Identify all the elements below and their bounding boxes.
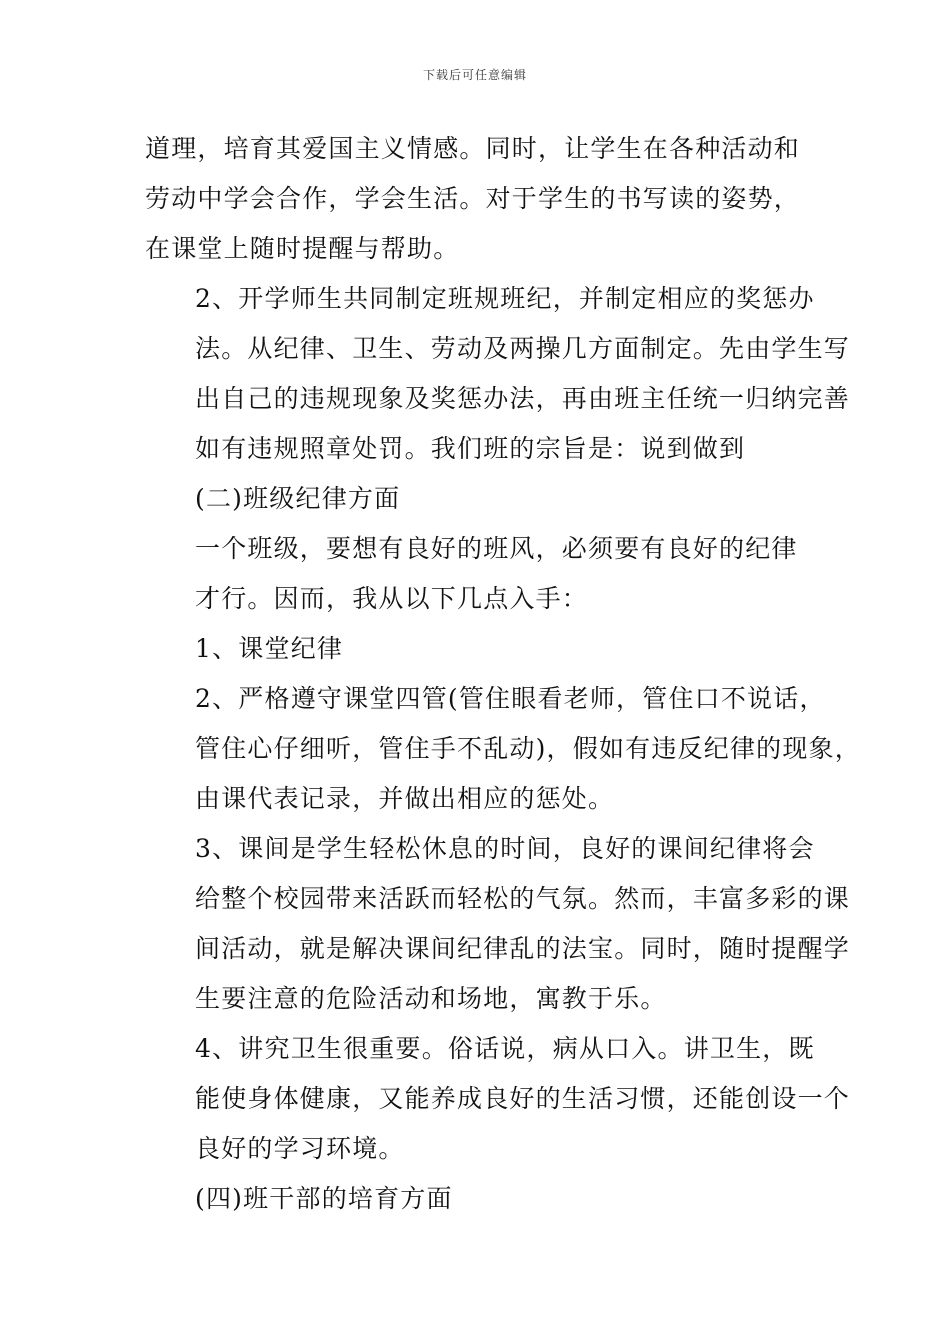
paragraph [145, 824, 851, 1024]
text-line: 法。从纪律、卫生、劳动及两操几方面制定。先由学生写 [195, 334, 851, 363]
paragraph [145, 474, 810, 524]
text-line: 良好的学习环境。 [195, 1134, 405, 1163]
text-line: 道理，培育其爱国主义情感。同时，让学生在各种活动和 [145, 134, 801, 163]
paragraph [145, 1024, 851, 1174]
text-line: 才行。因而，我从以下几点入手： [195, 584, 589, 613]
paragraph [145, 274, 851, 474]
paragraph [145, 1174, 810, 1224]
paragraph [145, 624, 810, 674]
text-line: (二)班级纪律方面 [195, 484, 401, 513]
paragraph [145, 524, 810, 624]
text-line: 管住心仔细听，管住手不乱动)，假如有违反纪律的现象， [195, 734, 861, 763]
text-line: 劳动中学会合作，学会生活。对于学生的书写读的姿势， [145, 184, 801, 213]
paragraph [145, 124, 810, 274]
text-line: 如有违规照章处罚。我们班的宗旨是：说到做到 [195, 434, 746, 463]
text-line: 2、开学师生共同制定班规班纪，并制定相应的奖惩办 [195, 284, 815, 313]
text-line: 给整个校园带来活跃而轻松的气氛。然而，丰富多彩的课 [195, 884, 851, 913]
text-line: 4、讲究卫生很重要。俗话说，病从口入。讲卫生，既 [195, 1034, 815, 1063]
text-line: 生要注意的危险活动和场地，寓教于乐。 [195, 984, 667, 1013]
text-line: 能使身体健康，又能养成良好的生活习惯，还能创设一个 [195, 1084, 851, 1113]
text-line: 1、课堂纪律 [195, 634, 344, 663]
paragraph [145, 674, 861, 824]
text-line: (四)班干部的培育方面 [195, 1184, 453, 1213]
text-line: 3、课间是学生轻松休息的时间，良好的课间纪律将会 [195, 834, 815, 863]
text-line: 一个班级，要想有良好的班风，必须要有良好的纪律 [195, 534, 798, 563]
page-header: 下载后可任意编辑 [422, 68, 527, 82]
text-line: 在课堂上随时提醒与帮助。 [145, 234, 460, 263]
text-line: 2、严格遵守课堂四管(管住眼看老师，管住口不说话， [195, 684, 826, 713]
document-body [145, 124, 861, 1224]
text-line: 间活动，就是解决课间纪律乱的法宝。同时，随时提醒学 [195, 934, 851, 963]
text-line: 出自己的违规现象及奖惩办法，再由班主任统一归纳完善 [195, 384, 851, 413]
text-line: 由课代表记录，并做出相应的惩处。 [195, 784, 615, 813]
